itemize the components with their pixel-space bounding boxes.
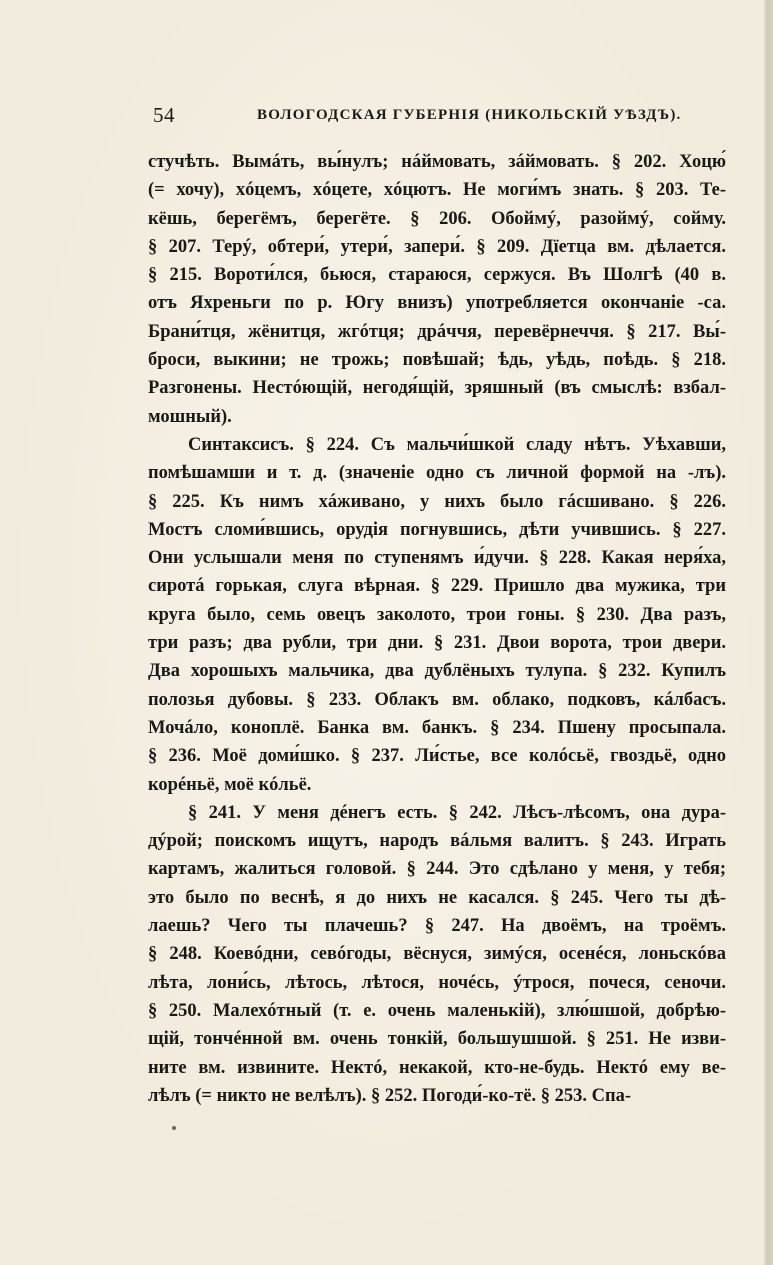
text-line: Синтаксисъ. § 224. Съ мальчи́шкой сладу нѣтъ. Уѣхавши, <box>188 434 726 455</box>
page-header <box>153 103 682 133</box>
text-line: § 248. Коевóдни, севóгоды, вёснуся, зимýся, осенéся, лоньскóва <box>148 944 726 965</box>
text-line: § 250. Малехóтный (т. е. очень маленькiй), злю́шшой, добрѣю- <box>148 1000 726 1021</box>
text-line: отъ Яхреньги по р. Югу внизъ) употребляется окончанiе -са. <box>148 293 726 314</box>
text-line: Мочáло, конoплё. Банка вм. банкъ. § 234. Пшену просыпала. <box>148 717 726 738</box>
text-line: Разгонены. Нестóющiй, негодя́щiй, зряшный (въ смыслѣ: взбал- <box>148 378 726 399</box>
text-line: полозья дубовы. § 233. Облакъ вм. облако, подковъ, кáлбасъ. <box>148 689 726 710</box>
text-line: § 236. Моё доми́шко. § 237. Ли́стье, все колóсьё, гвоздьё, одно <box>148 746 726 767</box>
text-line: картамъ, жалиться головой. § 244. Это сдѣлано у меня, у тебя; <box>148 859 726 880</box>
paragraph <box>148 148 726 431</box>
text-line: корéньё, моё кóльё. <box>148 774 312 795</box>
text-line: броси, выкини; не трожь; повѣшай; ѣдь, уѣдь, поѣдь. § 218. <box>148 350 726 371</box>
text-line: § 225. Къ нимъ хáживано, у нихъ было гáсшивано. § 226. <box>148 491 726 512</box>
running-head: ВОЛОГОДСКАЯ ГУБЕРНІЯ (НИКОЛЬСКІЙ УѢЗДЪ). <box>257 107 682 123</box>
page-edge-shadow <box>763 0 773 1265</box>
text-line: лаешь? Чего ты плачешь? § 247. На двоёмъ, на троёмъ. <box>148 916 726 937</box>
body-text <box>148 148 726 1110</box>
text-line: § 241. У меня дéнегъ есть. § 242. Лѣсъ-лѣсомъ, она дура- <box>188 802 726 823</box>
text-line: Брани́тця, жёнитця, жгóтця; дрáччя, перевёрнеччя. § 217. Вы́- <box>148 321 726 342</box>
text-line: (= хочу), хóцемъ, хóцете, хóцютъ. Не моги́мъ знать. § 203. Те- <box>148 180 726 201</box>
text-line: стучѣть. Вымáть, вы́нулъ; нáймовать, зáймовать. § 202. Хоцю́ <box>148 152 726 172</box>
text-line: три разъ; два рубли, три дни. § 231. Двои ворота, трои двери. <box>148 633 726 654</box>
text-line: Они услышали меня по ступенямъ и́дучи. § 228. Какая неря́ха, <box>148 548 726 569</box>
text-line: ните вм. извините. Нектó, некакой, кто-не-будь. Нектó ему ве- <box>148 1057 726 1078</box>
text-line: это было по веснѣ, я до нихъ не касался. § 245. Чего ты дѣ- <box>148 887 726 908</box>
text-line: дýрой; поискомъ ищутъ, народъ вáльмя валитъ. § 243. Играть <box>148 831 726 852</box>
paragraph <box>148 431 726 799</box>
text-line: лѣлъ (= никто не велѣлъ). § 252. Погоди́-ко-тё. § 253. Спа- <box>148 1085 632 1106</box>
text-line: мошный). <box>148 406 232 427</box>
text-line: § 207. Терý, обтери́, утери́, запери́. § 209. Дїетца вм. дѣлается. <box>148 236 726 257</box>
text-line: Два хорошыхъ мальчика, два дублёныхъ тулупа. § 232. Купилъ <box>148 661 726 682</box>
text-line: лѣта, лони́сь, лѣтось, лѣтося, ночéсь, ýтрося, почеся, сеночи. <box>148 972 726 993</box>
paper-speck <box>172 1126 176 1130</box>
text-line: Мостъ сломи́вшись, орудiя погнувшись, дѣти учившись. § 227. <box>148 519 726 540</box>
text-line: сиротá горькая, слуга вѣрная. § 229. Пришло два мужика, три <box>148 576 726 597</box>
text-line: круга было, семь овецъ заколото, трои гоны. § 230. Два разъ, <box>148 604 726 625</box>
paragraph <box>148 799 726 1110</box>
page-number: 54 <box>153 103 175 127</box>
text-line: кёшь, берегёмъ, берегёте. § 206. Обоймý, разоймý, сойму. <box>148 208 726 229</box>
text-line: § 215. Вороти́лся, бьюся, стараюся, сержуся. Въ Шолгѣ (40 в. <box>148 265 726 286</box>
text-line: помѣшамши и т. д. (значенiе одно съ личной формой на -лъ). <box>148 463 726 484</box>
text-line: щiй, тончéнной вм. очень тонкiй, большушшой. § 251. Не изви- <box>148 1029 726 1050</box>
